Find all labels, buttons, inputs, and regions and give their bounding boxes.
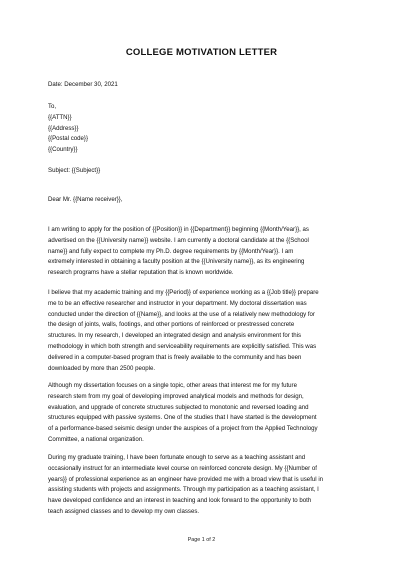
subject-line <box>48 166 360 177</box>
paragraph-line: delivered in a computer-based program that is freely available to the community and has been <box>48 353 302 361</box>
date-line <box>48 80 360 91</box>
paragraph-4 <box>48 453 360 518</box>
paragraph-line: downloaded by more than 2500 people. <box>48 364 156 372</box>
paragraph-line: research stem from my goal of developing improved analytical models and methods for design, <box>48 392 304 400</box>
paragraph-line: conducted under the direction of {{Name}}, and looks at the use of a relatively new methodology for <box>48 310 315 318</box>
subject-text: Subject: {{Subject}} <box>48 167 101 174</box>
paragraph-line: structures equipped with passive systems. One of the studies that I have started is the development <box>48 414 317 422</box>
salutation <box>48 195 360 206</box>
paragraph-line: research programs have a stellar reputation that is known worldwide. <box>48 269 234 277</box>
paragraph-line: advertised on the {{University name}} website. I am currently a doctoral candidate at the {{School <box>48 236 309 244</box>
recipient-address <box>48 102 360 156</box>
address-line: {{Country}} <box>48 146 78 154</box>
paragraph-line: methodology in which both strength and serviceability requirements are explicitly satisfied. This was <box>48 342 317 350</box>
paragraph-line: years}} of professional experience as an engineer have provided me with a broad view that is useful in <box>48 475 324 483</box>
salutation-text: Dear Mr. {{Name receiver}}, <box>48 196 123 203</box>
paragraph-line: have developed confidence and an interest in teaching and look forward to the opportunity to both <box>48 497 312 505</box>
paragraph-line: assisting students with projects and assignments. Through my participation as a teaching assistant, I <box>48 486 319 494</box>
page-number: Page 1 of 2 <box>187 537 216 543</box>
paragraph-line: I believe that my academic training and my {{Period}} of experience working as a {{Job title}} prepare <box>48 289 319 296</box>
paragraph-line: I am writing to apply for the position of {{Position}} in {{Department}} beginning {{Month/Year}}, as <box>48 226 309 233</box>
paragraph-2 <box>48 288 360 374</box>
paragraph-1 <box>48 225 360 279</box>
paragraph-line: During my graduate training, I have been fortunate enough to serve as a teaching assistant and <box>48 454 306 461</box>
paragraph-line: of a performance-based seismic design under the auspices of a project from the Applied Technology <box>48 425 318 433</box>
paragraph-line: evaluation, and upgrade of concrete structures subjected to monotonic and reversed loading and <box>48 403 309 411</box>
paragraph-line: the design of joints, walls, footings, and other portions of reinforced or prestressed concrete <box>48 321 295 329</box>
paragraph-line: structures. In my research, I developed an integrated design and analysis environment for this <box>48 332 302 340</box>
address-line: {{Postal code}} <box>48 135 88 143</box>
paragraph-line: Although my dissertation focuses on a single topic, other areas that interest me for my future <box>48 382 297 389</box>
paragraph-line: teach assigned classes and to develop my own classes. <box>48 507 200 515</box>
paragraph-3 <box>48 381 360 446</box>
paragraph-line: Committee, a national organization. <box>48 435 144 443</box>
page-title: COLLEGE MOTIVATION LETTER <box>125 47 278 58</box>
address-line: {{ATTN}} <box>48 113 72 121</box>
paragraph-line: me to be an effective researcher and instructor in your department. My doctoral dissertation was <box>48 299 307 307</box>
date-text: Date: December 30, 2021 <box>48 81 118 88</box>
paragraph-line: occasionally instruct for an intermediate level course on reinforced concrete design. My {{Number of <box>48 464 317 472</box>
paragraph-line: extremely interested in obtaining a faculty position at the {{University name}}, as its engineering <box>48 258 305 266</box>
address-line: {{Address}} <box>48 124 79 132</box>
address-line: To, <box>48 103 57 110</box>
paragraph-line: name}} and fully expect to complete my Ph.D. degree requirements by {{Month/Year}}. I am <box>48 247 294 255</box>
